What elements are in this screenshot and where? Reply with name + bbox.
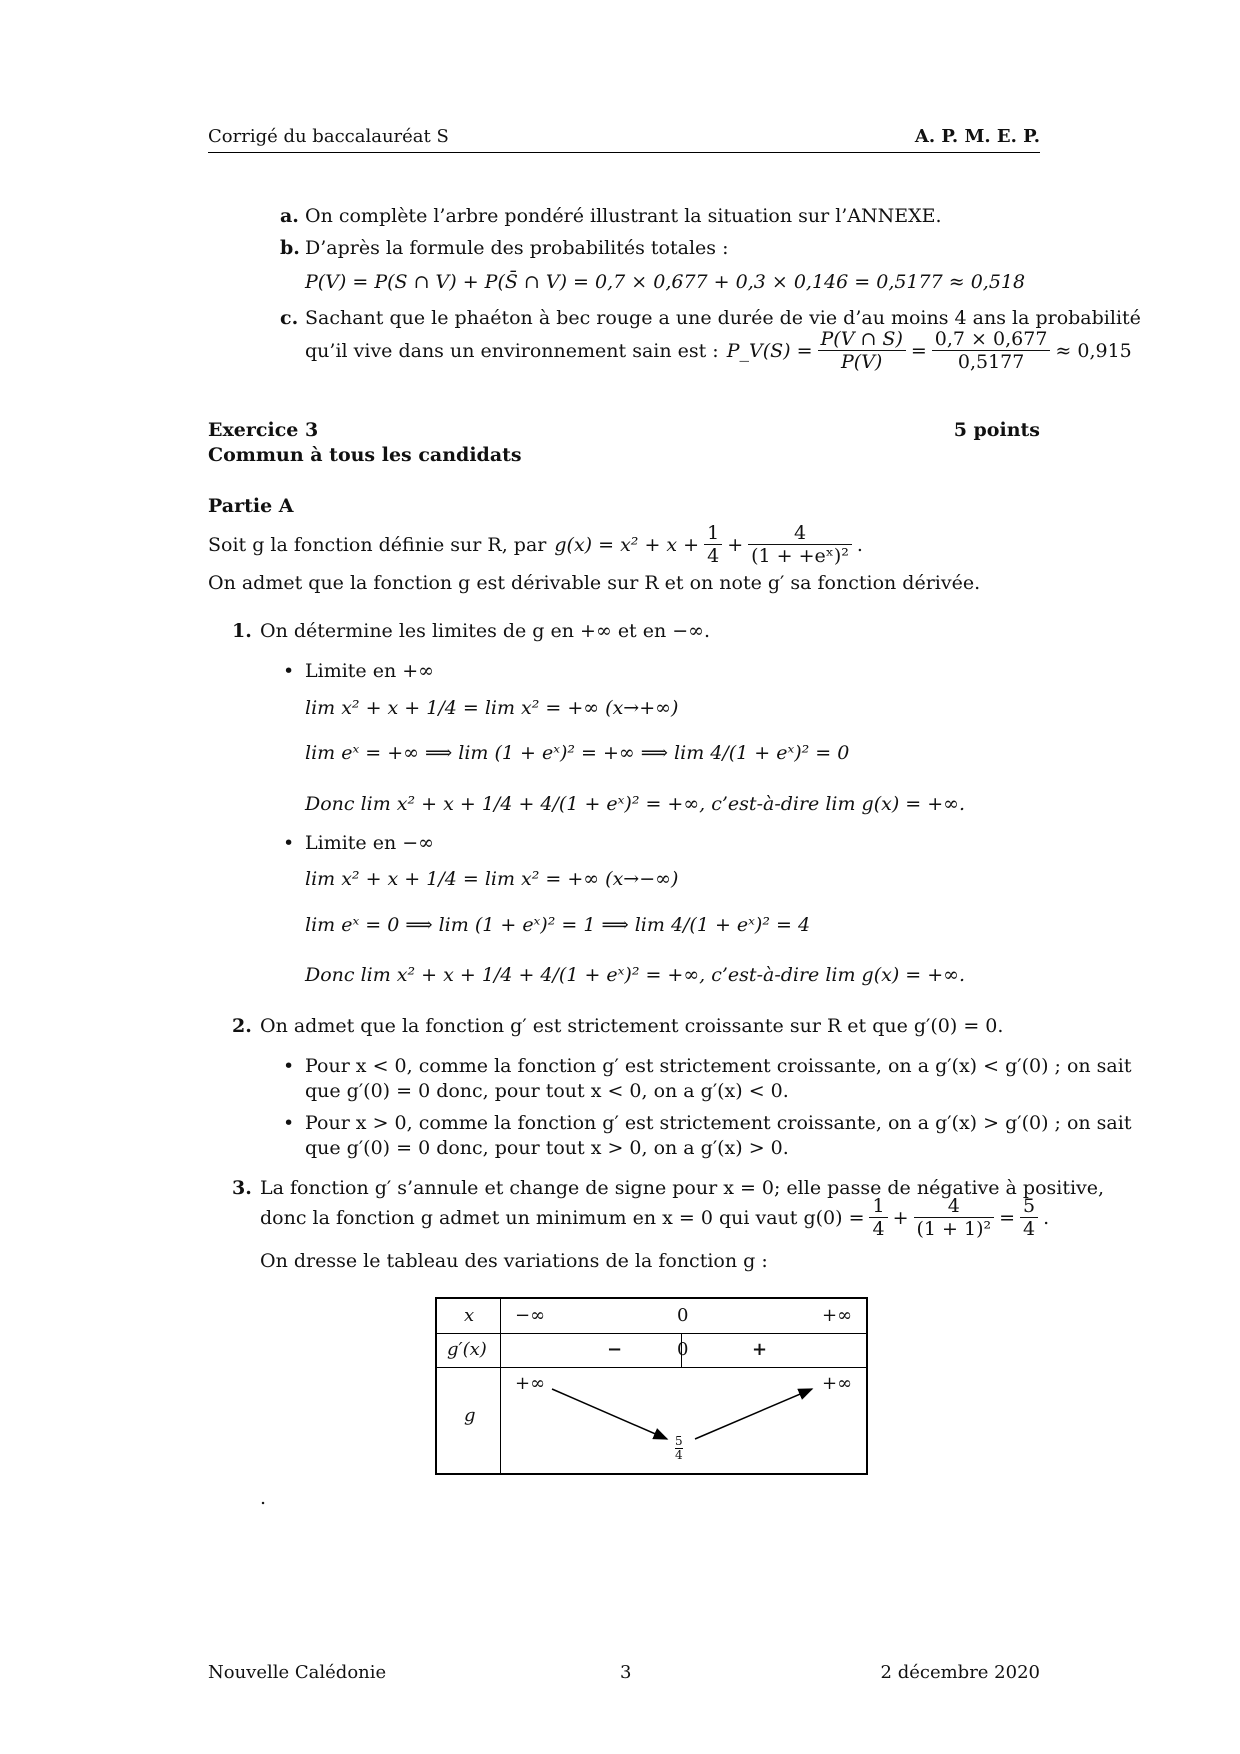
q3-frac1: $\frac{1}{4}$: [869, 1195, 887, 1240]
q3-l1: La fonction g′ s’annule et change de signe pour x = 0; elle passe de négative à positive,: [260, 1177, 1105, 1199]
table-g-left: +∞: [515, 1373, 546, 1394]
table-sign-neg: −: [607, 1339, 623, 1360]
q3-l2: donc la fonction g admet un minimum en x = 0 qui vaut g(0) =: [260, 1206, 865, 1229]
q1-minus-bullet: •: [283, 832, 295, 854]
item-b-text: D’après la formule des probabilités totales :: [305, 237, 729, 259]
table-x-left: −∞: [515, 1305, 546, 1326]
q3-l3: On dresse le tableau des variations de la fonction g :: [260, 1250, 768, 1272]
q2-num: 2.: [232, 1015, 252, 1037]
item-c-result: ≈ 0,915: [1055, 339, 1132, 362]
q2-bullet-2: •: [283, 1112, 295, 1134]
q1-plus-l1: lim x² + x + 1/4 = lim x² = +∞ (x→+∞): [305, 697, 679, 719]
table-g-right: +∞: [822, 1373, 853, 1394]
q1-minus-l2: lim eˣ = 0 ⟹ lim (1 + eˣ)² = 1 ⟹ lim 4/(1 + eˣ)² = 4: [305, 914, 811, 936]
q3-num: 3.: [232, 1177, 252, 1199]
partA-intro1: Soit g la fonction définie sur R, par: [208, 533, 547, 556]
g-definition: Soit g la fonction définie sur R, par g(x) = x² + x + $\frac{1}{4}$ + $\frac{4}{\text{(1 + +eˣ)²}}$ .: [208, 522, 863, 567]
exercise-title: Exercice 3: [208, 419, 319, 441]
item-b-label: b.: [280, 237, 300, 259]
q1-minus-l3: Donc lim x² + x + 1/4 + 4/(1 + eˣ)² = +∞, c’est-à-dire lim g(x) = +∞.: [305, 964, 966, 986]
arrow-decreasing: [552, 1389, 667, 1439]
item-c-frac2: $\frac{0,7 \times 0,677}{0,5177}$: [932, 328, 1051, 373]
q2-b1-l2: que g′(0) = 0 donc, pour tout x < 0, on a g′(x) < 0.: [305, 1080, 789, 1102]
table-x-right: +∞: [822, 1305, 853, 1326]
table-arrows: [437, 1299, 866, 1473]
q3-frac3: $\frac{5}{4}$: [1020, 1195, 1038, 1240]
page-header: [208, 126, 1040, 153]
g-def-frac2: $\frac{4}{\text{(1 + +eˣ)²}}$: [748, 522, 852, 567]
table-label-gprime: g′(x): [447, 1339, 487, 1360]
header-org: A. P. M. E. P.: [914, 126, 1040, 147]
q3-frac2: $\frac{4}{\text{(1 + 1)²}}$: [914, 1195, 995, 1240]
table-g-min: 5 4: [675, 1434, 683, 1462]
variation-table: [435, 1297, 868, 1475]
page-footer: [208, 1662, 1040, 1686]
table-sign-pos: +: [752, 1339, 768, 1360]
q1-minus-l1: lim x² + x + 1/4 = lim x² = +∞ (x→−∞): [305, 868, 679, 890]
g-def-frac1: $\frac{1}{4}$: [704, 522, 722, 567]
item-c-text2: qu’il vive dans un environnement sain est :: [305, 339, 719, 362]
q1-plus-l2: lim eˣ = +∞ ⟹ lim (1 + eˣ)² = +∞ ⟹ lim 4/(1 + eˣ)² = 0: [305, 742, 850, 764]
q2-bullet-1: •: [283, 1055, 295, 1077]
item-a-label: a.: [280, 205, 299, 227]
table-sign-zero: 0: [677, 1339, 689, 1360]
trailing-dot: .: [260, 1487, 267, 1509]
item-b-formula: P(V) = P(S ∩ V) + P(S̄ ∩ V) = 0,7 × 0,677 + 0,3 × 0,146 = 0,5177 ≈ 0,518: [305, 271, 1026, 293]
page-number: 3: [620, 1662, 632, 1683]
item-c-lhs: P_V(S) =: [726, 339, 813, 362]
table-x-mid: 0: [677, 1305, 689, 1326]
q2-b1-l1: Pour x < 0, comme la fonction g′ est strictement croissante, on a g′(x) < g′(0) ; on sait: [305, 1055, 1132, 1077]
arrow-increasing: [695, 1389, 812, 1439]
q1-minus-title: Limite en −∞: [305, 832, 434, 854]
footer-date: 2 décembre 2020: [880, 1662, 1040, 1683]
item-c-frac1: $\frac{P(V \cap S)}{P(V)}$: [818, 328, 906, 373]
header-title: Corrigé du baccalauréat S: [208, 126, 449, 147]
q1-text: On détermine les limites de g en +∞ et en −∞.: [260, 620, 711, 642]
partA-intro2: On admet que la fonction g est dérivable sur R et on note g′ sa fonction dérivée.: [208, 572, 981, 594]
q2-b2-l1: Pour x > 0, comme la fonction g′ est strictement croissante, on a g′(x) > g′(0) ; on sait: [305, 1112, 1132, 1134]
q1-plus-l3: Donc lim x² + x + 1/4 + 4/(1 + eˣ)² = +∞, c’est-à-dire lim g(x) = +∞.: [305, 793, 966, 815]
g-def-prefix: g(x) = x² + x +: [554, 533, 700, 556]
table-label-g: g: [464, 1405, 476, 1426]
footer-location: Nouvelle Calédonie: [208, 1662, 387, 1683]
exercise-points: 5 points: [953, 419, 1040, 441]
item-a-text: On complète l’arbre pondéré illustrant la situation sur l’ANNEXE.: [305, 205, 942, 227]
q1-plus-title: Limite en +∞: [305, 660, 434, 682]
item-c-text1: Sachant que le phaéton à bec rouge a une durée de vie d’au moins 4 ans la probabilité: [305, 307, 1141, 329]
partA-title: Partie A: [208, 495, 294, 517]
exercise-subtitle: Commun à tous les candidats: [208, 444, 522, 466]
q1-num: 1.: [232, 620, 252, 642]
q2-b2-l2: que g′(0) = 0 donc, pour tout x > 0, on a g′(x) > 0.: [305, 1137, 789, 1159]
table-label-x: x: [464, 1305, 475, 1326]
q3-minimum: donc la fonction g admet un minimum en x = 0 qui vaut g(0) = $\frac{1}{4}$ + $\frac{4}{\text{(1 + 1)²}}$ = $\frac{5}{4}$ .: [260, 1195, 1050, 1240]
item-c-label: c.: [280, 307, 299, 329]
q2-text: On admet que la fonction g′ est strictement croissante sur R et que g′(0) = 0.: [260, 1015, 1004, 1037]
q1-plus-bullet: •: [283, 660, 295, 682]
item-c-formula: qu’il vive dans un environnement sain est : P_V(S) = $\frac{P(V \cap S)}{P(V)}$ = $\frac{0,7 \times 0,677}{0,5177}$ ≈ 0,915: [305, 328, 1132, 373]
